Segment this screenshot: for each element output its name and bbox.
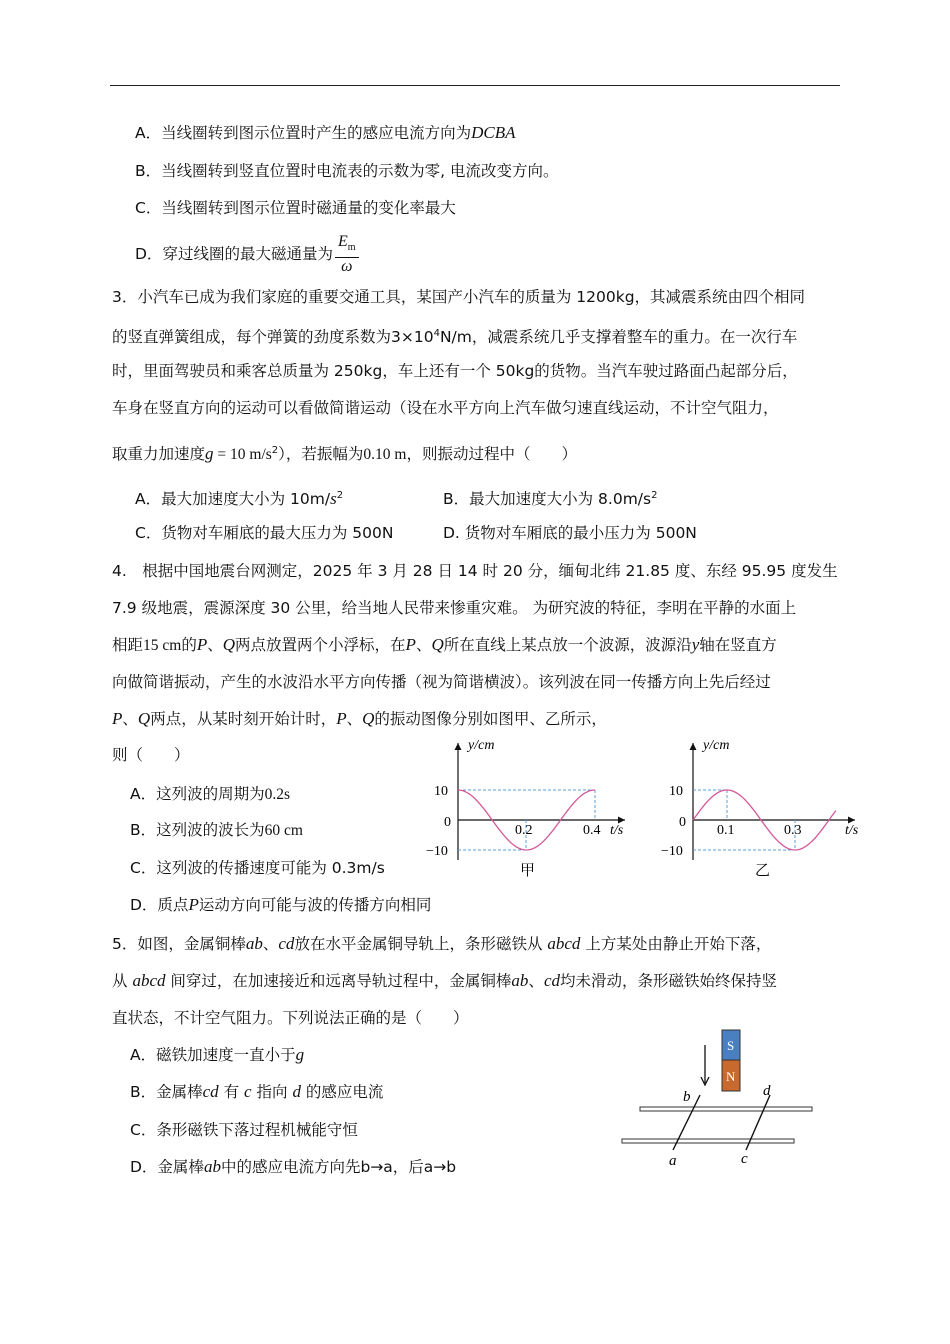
q4-line1 bbox=[112, 561, 838, 581]
option-var: DCBA bbox=[471, 123, 516, 142]
q5-line2 bbox=[112, 971, 777, 991]
q4-text: 向做简谐振动，产生的水波沿水平方向传播（视为简谐横波）。该列波在同一传播方向上先后经过 bbox=[112, 673, 771, 691]
option-sup: 2 bbox=[651, 490, 658, 501]
q5-var: cd bbox=[543, 971, 560, 990]
option-text: A．最大加速度大小为 10m/ bbox=[135, 490, 331, 509]
q4-var: Q bbox=[137, 709, 151, 728]
y-label: y/cm bbox=[703, 738, 730, 753]
q3-line3 bbox=[112, 361, 798, 381]
q5-text: 从 bbox=[112, 972, 133, 990]
q5-option-d bbox=[130, 1157, 456, 1177]
q4-distance: 15 cm bbox=[143, 637, 182, 654]
option-text: 的感应电流 bbox=[300, 1083, 384, 1101]
option-label: D． bbox=[135, 245, 163, 264]
q3-line5 bbox=[112, 441, 577, 465]
option-text: B．金属棒 bbox=[130, 1083, 203, 1101]
q4-var: P bbox=[196, 635, 208, 654]
label-S: S bbox=[727, 1038, 735, 1053]
q3-text: 3．小汽车已成为我们家庭的重要交通工具，某国产小汽车的质量为 1200kg，其减震系统由四个相同 bbox=[112, 288, 806, 306]
q4-text: 、 bbox=[346, 710, 363, 728]
q5-text: 5．如图，金属铜棒 bbox=[112, 935, 246, 953]
q3-text: ，则振动过程中（ ） bbox=[406, 445, 577, 464]
q5-var: abcd bbox=[132, 971, 166, 990]
q5-var: ab bbox=[245, 934, 263, 953]
tick-10: 10 bbox=[669, 784, 683, 799]
q4-var: P bbox=[405, 635, 416, 654]
q4-text: 7.9 级地震，震源深度 30 公里，给当地人民带来惨重灾难。 为研究波的特征，李明在平静的水面上 bbox=[112, 599, 797, 617]
option-text: B．最大加速度大小为 8.0m/s bbox=[443, 490, 652, 509]
q4-option-d bbox=[130, 895, 431, 915]
q4-var: P bbox=[336, 709, 347, 728]
header-rule bbox=[110, 85, 840, 86]
option-text: B．这列波的波长为 bbox=[130, 821, 265, 839]
q2-option-c bbox=[135, 198, 456, 218]
q3-line1 bbox=[112, 287, 805, 307]
q4-var: Q bbox=[431, 635, 444, 654]
q4-text: 轴在竖直方 bbox=[699, 636, 777, 654]
q3-text: 的竖直弹簧组成，每个弹簧的劲度系数为3×10 bbox=[112, 328, 434, 347]
q3-g: g bbox=[205, 444, 214, 464]
q3-text: 取重力加速度 bbox=[112, 445, 206, 464]
q5-line3 bbox=[112, 1008, 469, 1028]
q4-option-a bbox=[130, 784, 290, 805]
tick-x1: 0.1 bbox=[717, 823, 735, 838]
q5-text: 放在水平金属铜导轨上，条形磁铁从 bbox=[294, 935, 548, 953]
option-text: 中的感应电流方向先b→a，后a→b bbox=[220, 1158, 457, 1176]
option-label: A． bbox=[135, 124, 162, 142]
rail-top bbox=[640, 1107, 812, 1111]
q3-text: ），若振幅为 bbox=[278, 445, 364, 464]
label-d: d bbox=[763, 1083, 771, 1099]
q5-var: ab bbox=[511, 971, 529, 990]
q5-option-b bbox=[130, 1082, 383, 1102]
tick-neg10: −10 bbox=[426, 844, 448, 859]
magnet-rails-figure bbox=[615, 1025, 825, 1175]
q5-text: 、 bbox=[528, 972, 544, 990]
q4-var: Q bbox=[362, 709, 375, 728]
q3-option-a bbox=[135, 486, 343, 509]
option-sup: 2 bbox=[336, 490, 344, 501]
q3-line4 bbox=[112, 398, 779, 418]
q5-text: 上方某处由静止开始下落， bbox=[580, 935, 772, 953]
option-var: ab bbox=[203, 1157, 221, 1176]
option-text: A．这列波的周期为 bbox=[130, 785, 265, 803]
q3-line2 bbox=[112, 324, 797, 347]
q4-text: 所在直线上某点放一个波源，波源沿 bbox=[443, 636, 692, 654]
q4-var: y bbox=[691, 635, 700, 654]
frac-den: ω bbox=[341, 258, 353, 276]
tick-x2: 0.3 bbox=[784, 823, 802, 838]
q4-text: 、 bbox=[122, 710, 138, 728]
option-var: s bbox=[330, 489, 337, 509]
q5-var: abcd bbox=[547, 934, 581, 953]
option-text: C．这列波的传播速度可能为 0.3m/s bbox=[130, 859, 385, 877]
q4-text: 的 bbox=[181, 636, 197, 654]
q3-text: 时，里面驾驶员和乘客总质量为 250kg，车上还有一个 50kg的货物。当汽车驶过路面凸起部分后， bbox=[112, 362, 798, 380]
frac-num-E: E bbox=[337, 233, 348, 250]
caption: 乙 bbox=[755, 863, 771, 879]
y-label: y/cm bbox=[468, 738, 495, 753]
option-text: 运动方向可能与波的传播方向相同 bbox=[198, 896, 432, 914]
option-text: 指向 bbox=[251, 1083, 293, 1101]
option-text: A．磁铁加速度一直小于 bbox=[130, 1046, 296, 1064]
option-text: D．金属棒 bbox=[130, 1158, 204, 1176]
q4-text: 的振动图像分别如图甲、乙所示， bbox=[374, 710, 607, 728]
q2-option-d bbox=[135, 233, 359, 276]
option-value: 0.2s bbox=[264, 786, 291, 803]
q5-var: cd bbox=[278, 934, 295, 953]
frac-num-sub: m bbox=[347, 242, 356, 254]
q3-sup: 4 bbox=[433, 328, 440, 339]
option-text: 穿过线圈的最大磁通量为 bbox=[162, 245, 333, 264]
q4-text: 两点放置两个小浮标，在 bbox=[235, 636, 406, 654]
option-var: d bbox=[292, 1082, 301, 1101]
q4-line3 bbox=[112, 635, 777, 656]
q3-option-d bbox=[443, 523, 697, 543]
caption: 甲 bbox=[520, 863, 536, 879]
graph-yi bbox=[655, 735, 875, 885]
q3-option-c bbox=[135, 523, 393, 543]
graph-jia bbox=[420, 735, 640, 885]
q4-var: P bbox=[112, 709, 123, 728]
label-N: N bbox=[726, 1069, 736, 1084]
option-value: 60 cm bbox=[264, 822, 303, 839]
q4-text: 相距 bbox=[112, 636, 144, 654]
q4-text: 两点，从某时刻开始计时， bbox=[150, 710, 337, 728]
option-text: D．质点 bbox=[130, 896, 189, 914]
label-a: a bbox=[669, 1153, 677, 1169]
label-b: b bbox=[683, 1089, 691, 1105]
q3-amp: 0.10 m bbox=[363, 446, 407, 464]
q4-option-c bbox=[130, 858, 385, 878]
q5-option-c bbox=[130, 1120, 358, 1140]
q4-var: Q bbox=[222, 635, 236, 654]
option-text: 当线圈转到图示位置时磁通量的变化率最大 bbox=[161, 199, 456, 217]
option-label: C． bbox=[135, 199, 162, 217]
option-text: D. 货物对车厢底的最小压力为 500N bbox=[443, 524, 697, 542]
q4-line6 bbox=[112, 745, 190, 765]
option-text: 当线圈转到竖直位置时电流表的示数为零, 电流改变方向。 bbox=[161, 162, 559, 180]
q2-option-a bbox=[135, 123, 516, 143]
q3-text: N/m，减震系统几乎支撑着整车的重力。在一次行车 bbox=[439, 328, 798, 347]
option-label: B． bbox=[135, 162, 162, 180]
option-var: c bbox=[244, 1082, 252, 1101]
tick-neg10: −10 bbox=[661, 844, 683, 859]
frac-num bbox=[335, 233, 359, 258]
tick-x1: 0.2 bbox=[515, 823, 533, 838]
q4-text: 、 bbox=[207, 636, 223, 654]
option-text: C．条形磁铁下落过程机械能守恒 bbox=[130, 1121, 358, 1139]
q5-option-a bbox=[130, 1045, 304, 1065]
q4-text: 、 bbox=[415, 636, 432, 654]
q5-text: 、 bbox=[262, 935, 279, 953]
tick-10: 10 bbox=[434, 784, 448, 799]
q5-line1 bbox=[112, 934, 771, 954]
q4-option-b bbox=[130, 820, 303, 841]
option-text: 有 bbox=[218, 1083, 245, 1101]
option-var: g bbox=[295, 1045, 305, 1064]
q2-option-b bbox=[135, 161, 559, 181]
q4-text: 则（ ） bbox=[112, 746, 190, 764]
option-var: P bbox=[188, 895, 199, 914]
q5-text: 间穿过，在加速接近和远离导轨过程中，金属铜棒 bbox=[165, 972, 512, 990]
q4-line5 bbox=[112, 709, 607, 729]
q3-sup: 2 bbox=[271, 445, 279, 456]
q4-line4 bbox=[112, 672, 771, 692]
tick-0: 0 bbox=[679, 815, 686, 830]
label-c: c bbox=[741, 1151, 748, 1167]
option-text: 当线圈转到图示位置时产生的感应电流方向为 bbox=[161, 124, 472, 142]
q4-line2 bbox=[112, 598, 796, 618]
q5-text: 均未滑动，条形磁铁始终保持竖 bbox=[559, 972, 777, 990]
q4-text: 4. 根据中国地震台网测定，2025 年 3 月 28 日 14 时 20 分，缅甸北纬 21.85 度、东经 95.95 度发生 bbox=[112, 562, 838, 580]
q5-text: 直状态，不计空气阻力。下列说法正确的是（ ） bbox=[112, 1009, 469, 1027]
tick-x2: 0.4 bbox=[583, 823, 601, 838]
rail-bottom bbox=[622, 1139, 794, 1143]
x-label: t/s bbox=[845, 823, 859, 838]
q3-text: 车身在竖直方向的运动可以看做简谐运动（设在水平方向上汽车做匀速直线运动，不计空气阻力， bbox=[112, 399, 779, 417]
option-var: cd bbox=[202, 1082, 219, 1101]
q3-option-b bbox=[443, 486, 657, 509]
option-text: C．货物对车厢底的最大压力为 500N bbox=[135, 524, 394, 542]
tick-0: 0 bbox=[444, 815, 451, 830]
q3-text: = 10 m/s bbox=[213, 446, 272, 464]
fraction bbox=[335, 233, 359, 276]
x-label: t/s bbox=[610, 823, 624, 838]
